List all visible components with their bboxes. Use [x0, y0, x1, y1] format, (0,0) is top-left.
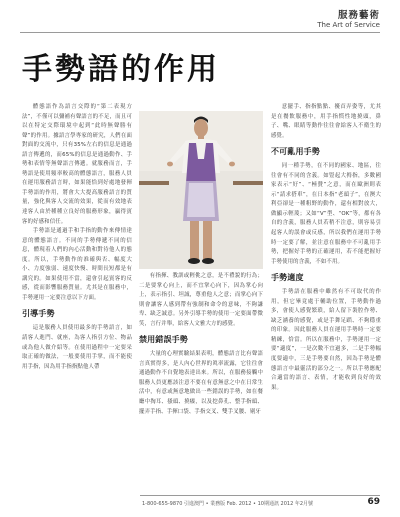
paragraph: 有指揮、教訓或輕佻之意，是不禮貌的行為；二是要掌心向上，而不宜掌心向下，因為掌心向上，表示指引、坦誠，尊重他人之意；而掌心向下則會讓客人感到帶有強制和命令的意味，不夠謙卑、缺乏誠意。另外引導手勢的使用一定要面帶微笑，言行并舉，給客人文雅大方的感覺。: [139, 273, 263, 327]
paragraph: 同一種手勢，在不同的國家、地區，往往會有不同的含義。如豎起大拇指，多數國家表示“好”、“極贊”之意，而在歐洲則表示“請求搭車”，在日本指“老頭子”，在澳大利亞卻是一種粗野的動作，還有相對放大，做顯示輕蔑；又如“V”型、“OK”等，都有各自的含義，服務人員若稍不注意，則容易引起客人的誤會或反感，所以我們在運用手勢時一定要了解，並注意在服務中不可亂用手勢，把握好手勢的正確運用，若不能把握好手勢使用的含義，不如不用。: [271, 163, 381, 265]
waitress-photo: [139, 111, 263, 269]
page-title: 手勢語的作用: [22, 52, 220, 87]
footer-rule: [140, 495, 380, 496]
section-heading: 引導手勢: [22, 309, 55, 319]
column-2: [139, 272, 263, 417]
column-3: [271, 103, 381, 393]
paragraph: 體態語作為語言交際的“第二表現方法”，不僅可以彌補有聲語言的不足，而且可以在特定交際環境中起到“此時無聲勝有聲”的作用。據語言學專家的研究，人們在面對面的交流中，只有35%左右的信息是通過語言傳遞的，而65%的信息是通過動作、手勢和表情等無聲語言傳遞。就服務而言，手勢語是使用頻率較高的體態語言，服務人員在運用服務語言時，如果能恰到好處地發揮手勢語的作用，將會大大提高服務語言的質量，強化與客人交流的效果，從而有效地表達客人由於種種立良好的服務形象，贏得賓客的好感和信任。: [22, 104, 132, 225]
header-rule: [20, 32, 380, 33]
section-label-en: The Art of Service: [317, 21, 380, 29]
paragraph: 手勢語是通過手和手指的動作來傳情達意的體態語言。不同的手勢傳遞不同的信息，體現着人們的內心活動和對待他人的態度。所以，手勢動作的准確與否、幅度大小、力度強弱、速度快慢、時間長短都是有講究的。如果使用不當，還會引起賓客的反感，從而影響服務質量。尤其是在服務中，手勢運用一定要注意以下方面。: [22, 228, 132, 301]
section-heading: 禁用錯誤手勢: [139, 335, 188, 345]
footer-text: 1-800-655-9870 引進澳門 • 業務版 Feb. 2012 • 10期通訊 2012 年2月號: [142, 501, 314, 507]
page-number: 69: [367, 497, 380, 507]
paragraph: 大量的心理實驗結果表明，體態語言比有聲語言真實得多，是人內心世界的眞率流露，它往往會通過動作不自覺地表達出來。所以，在服務接觸中服務人員更應該注意不要在有意無意之中在日常生活中，有意或無意地做出一些錯誤的手勢，如在餐廳中掏耳、搔頭、撓癢，以及挖鼻孔、整手指頭、擺弄手指、手揮口袋、手指交叉、雙手叉腰、剔牙: [139, 351, 263, 415]
section-label-cn: 服務藝術: [337, 10, 380, 21]
paragraph: 意擺手、指指點點、擾首弄姿等，尤其是在餐飲服務中，用手指慣性地撓頭，鼻子、嘴、眼睛等動作往往會給客人不衛生的感覺。: [271, 104, 381, 139]
paragraph: 這是服務人員使用最多的手勢語言，如請客人進門、就座，為客人指引方位、物品或為他人做介紹等。在使用過程中一定要采取正確的做法，一般要使用手掌，而不能使用手指，因為用手指指點他人帶: [22, 325, 132, 370]
paragraph: 手勢語在服務中雖然有不可取代的作用，但它畢竟處于輔助位置，手勢動作過多，會使人感覺繁瑣，給人留下裝腔作勢、缺乏涵養的感覺，或是手舞足蹈、不夠穩重的印象。因此服務人員在運用手勢時一定要精練，恰當。所以在服務中，手勢運用一定要“適度”，一是次數不宜過多，二是手勢幅度要適中，三是手勢要自然，因為手勢是體態語言中最靈活的部分之一。所以手勢應配合適當的語言、表情，才能收到良好的效果。: [271, 289, 381, 391]
section-heading: 手勢適度: [271, 273, 304, 283]
column-1: [22, 103, 132, 372]
section-heading: 不可亂用手勢: [271, 147, 320, 157]
